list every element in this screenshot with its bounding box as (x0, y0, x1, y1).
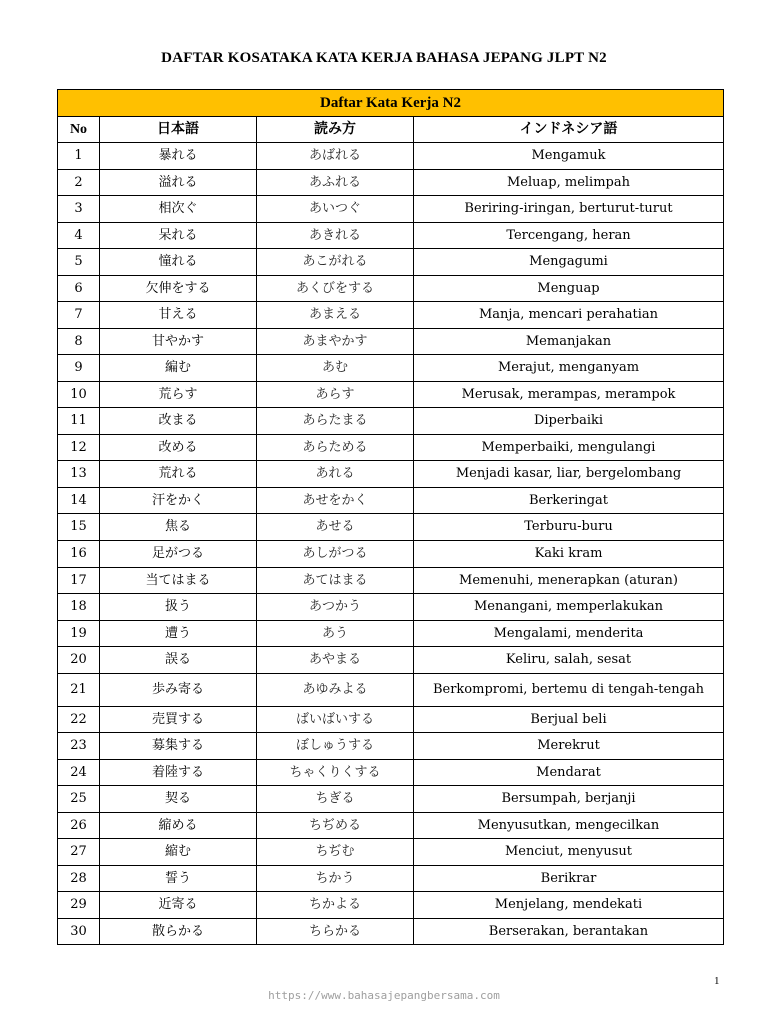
header-indonesian: インドネシア語 (414, 117, 724, 143)
row-reading: あう (257, 620, 414, 647)
row-reading: あきれる (257, 222, 414, 249)
row-number: 7 (58, 302, 100, 329)
row-kanji: 欠伸をする (100, 275, 257, 302)
table-banner: Daftar Kata Kerja N2 (58, 90, 724, 117)
row-kanji: 散らかる (100, 918, 257, 945)
table-header-row (58, 117, 724, 143)
table-row (58, 143, 724, 170)
table-row (58, 434, 724, 461)
row-kanji: 改まる (100, 408, 257, 435)
row-reading: あむ (257, 355, 414, 382)
row-number: 18 (58, 594, 100, 621)
row-number: 24 (58, 759, 100, 786)
row-number: 23 (58, 733, 100, 760)
row-meaning: Memanjakan (414, 328, 724, 355)
row-meaning: Berserakan, berantakan (414, 918, 724, 945)
table-row (58, 786, 724, 813)
row-number: 26 (58, 812, 100, 839)
row-meaning: Bersumpah, berjanji (414, 786, 724, 813)
table-row (58, 594, 724, 621)
row-number: 25 (58, 786, 100, 813)
table-row (58, 408, 724, 435)
row-reading: あてはまる (257, 567, 414, 594)
row-kanji: 足がつる (100, 540, 257, 567)
row-meaning: Keliru, salah, sesat (414, 647, 724, 674)
table-row (58, 196, 724, 223)
row-number: 11 (58, 408, 100, 435)
table-row (58, 381, 724, 408)
header-no: No (58, 117, 100, 143)
row-reading: ちぎる (257, 786, 414, 813)
row-reading: あせをかく (257, 487, 414, 514)
row-number: 6 (58, 275, 100, 302)
row-kanji: 憧れる (100, 249, 257, 276)
row-number: 3 (58, 196, 100, 223)
row-number: 17 (58, 567, 100, 594)
row-kanji: 編む (100, 355, 257, 382)
row-kanji: 募集する (100, 733, 257, 760)
table-row (58, 892, 724, 919)
table-row (58, 222, 724, 249)
row-meaning: Berkeringat (414, 487, 724, 514)
header-reading: 読み方 (257, 117, 414, 143)
row-number: 9 (58, 355, 100, 382)
row-number: 14 (58, 487, 100, 514)
row-meaning: Berkompromi, bertemu di tengah-tengah (414, 673, 724, 706)
row-number: 21 (58, 673, 100, 706)
row-reading: あらためる (257, 434, 414, 461)
footer-url-link[interactable]: https://www.bahasajepangbersama.com (268, 989, 500, 1002)
row-number: 16 (58, 540, 100, 567)
row-meaning: Mendarat (414, 759, 724, 786)
table-row (58, 328, 724, 355)
row-kanji: 縮める (100, 812, 257, 839)
row-number: 20 (58, 647, 100, 674)
table-row (58, 706, 724, 733)
row-number: 15 (58, 514, 100, 541)
row-number: 27 (58, 839, 100, 866)
table-row (58, 249, 724, 276)
row-reading: あくびをする (257, 275, 414, 302)
row-kanji: 着陸する (100, 759, 257, 786)
table-row (58, 169, 724, 196)
table-row (58, 567, 724, 594)
row-meaning: Menguap (414, 275, 724, 302)
row-meaning: Menangani, memperlakukan (414, 594, 724, 621)
table-row (58, 839, 724, 866)
table-row (58, 302, 724, 329)
row-number: 1 (58, 143, 100, 170)
row-kanji: 誤る (100, 647, 257, 674)
row-kanji: 歩み寄る (100, 673, 257, 706)
row-kanji: 呆れる (100, 222, 257, 249)
table-banner-row (58, 90, 724, 117)
row-number: 30 (58, 918, 100, 945)
row-number: 12 (58, 434, 100, 461)
row-meaning: Beriring-iringan, berturut-turut (414, 196, 724, 223)
table-row (58, 355, 724, 382)
row-reading: あれる (257, 461, 414, 488)
row-reading: ぼしゅうする (257, 733, 414, 760)
row-reading: あこがれる (257, 249, 414, 276)
row-meaning: Merekrut (414, 733, 724, 760)
row-kanji: 契る (100, 786, 257, 813)
row-kanji: 荒れる (100, 461, 257, 488)
row-number: 13 (58, 461, 100, 488)
row-kanji: 汗をかく (100, 487, 257, 514)
row-meaning: Terburu-buru (414, 514, 724, 541)
row-number: 5 (58, 249, 100, 276)
table-row (58, 865, 724, 892)
row-kanji: 甘える (100, 302, 257, 329)
row-meaning: Berjual beli (414, 706, 724, 733)
row-reading: ちぢめる (257, 812, 414, 839)
row-meaning: Diperbaiki (414, 408, 724, 435)
table-body (58, 143, 724, 945)
row-meaning: Tercengang, heran (414, 222, 724, 249)
row-meaning: Mengalami, menderita (414, 620, 724, 647)
row-meaning: Menjadi kasar, liar, bergelombang (414, 461, 724, 488)
row-kanji: 縮む (100, 839, 257, 866)
row-number: 4 (58, 222, 100, 249)
row-reading: あせる (257, 514, 414, 541)
table-row (58, 918, 724, 945)
row-reading: あまえる (257, 302, 414, 329)
row-kanji: 当てはまる (100, 567, 257, 594)
row-reading: あやまる (257, 647, 414, 674)
row-meaning: Meluap, melimpah (414, 169, 724, 196)
row-reading: あゆみよる (257, 673, 414, 706)
table-row (58, 540, 724, 567)
row-kanji: 改める (100, 434, 257, 461)
row-reading: ちかよる (257, 892, 414, 919)
vocabulary-table (57, 89, 724, 945)
row-number: 29 (58, 892, 100, 919)
row-reading: ちゃくりくする (257, 759, 414, 786)
row-reading: あしがつる (257, 540, 414, 567)
table-row (58, 733, 724, 760)
table-row (58, 487, 724, 514)
row-reading: ばいばいする (257, 706, 414, 733)
row-kanji: 誓う (100, 865, 257, 892)
table-row (58, 461, 724, 488)
row-kanji: 扱う (100, 594, 257, 621)
row-meaning: Mengamuk (414, 143, 724, 170)
row-meaning: Berikrar (414, 865, 724, 892)
row-reading: あらたまる (257, 408, 414, 435)
row-meaning: Menyusutkan, mengecilkan (414, 812, 724, 839)
table-row (58, 647, 724, 674)
row-meaning: Kaki kram (414, 540, 724, 567)
row-kanji: 遭う (100, 620, 257, 647)
row-meaning: Menciut, menyusut (414, 839, 724, 866)
row-meaning: Menjelang, mendekati (414, 892, 724, 919)
row-reading: あばれる (257, 143, 414, 170)
row-meaning: Memenuhi, menerapkan (aturan) (414, 567, 724, 594)
row-kanji: 荒らす (100, 381, 257, 408)
header-japanese: 日本語 (100, 117, 257, 143)
row-number: 19 (58, 620, 100, 647)
row-kanji: 売買する (100, 706, 257, 733)
row-reading: あいつぐ (257, 196, 414, 223)
row-meaning: Manja, mencari perahatian (414, 302, 724, 329)
row-kanji: 相次ぐ (100, 196, 257, 223)
row-reading: あつかう (257, 594, 414, 621)
row-kanji: 溢れる (100, 169, 257, 196)
row-reading: ちらかる (257, 918, 414, 945)
row-meaning: Merajut, menganyam (414, 355, 724, 382)
row-reading: ちかう (257, 865, 414, 892)
row-number: 22 (58, 706, 100, 733)
row-reading: あらす (257, 381, 414, 408)
row-number: 10 (58, 381, 100, 408)
row-kanji: 近寄る (100, 892, 257, 919)
row-number: 2 (58, 169, 100, 196)
row-reading: あふれる (257, 169, 414, 196)
row-number: 28 (58, 865, 100, 892)
row-meaning: Mengagumi (414, 249, 724, 276)
row-number: 8 (58, 328, 100, 355)
table-row (58, 812, 724, 839)
row-meaning: Memperbaiki, mengulangi (414, 434, 724, 461)
row-kanji: 焦る (100, 514, 257, 541)
table-row (58, 620, 724, 647)
row-reading: ちぢむ (257, 839, 414, 866)
row-reading: あまやかす (257, 328, 414, 355)
row-kanji: 暴れる (100, 143, 257, 170)
row-kanji: 甘やかす (100, 328, 257, 355)
document-title: DAFTAR KOSATAKA KATA KERJA BAHASA JEPANG JLPT N2 (161, 50, 607, 66)
table-row (58, 673, 724, 706)
page-number: 1 (714, 975, 720, 987)
table-row (58, 759, 724, 786)
table-row (58, 514, 724, 541)
table-row (58, 275, 724, 302)
row-meaning: Merusak, merampas, merampok (414, 381, 724, 408)
